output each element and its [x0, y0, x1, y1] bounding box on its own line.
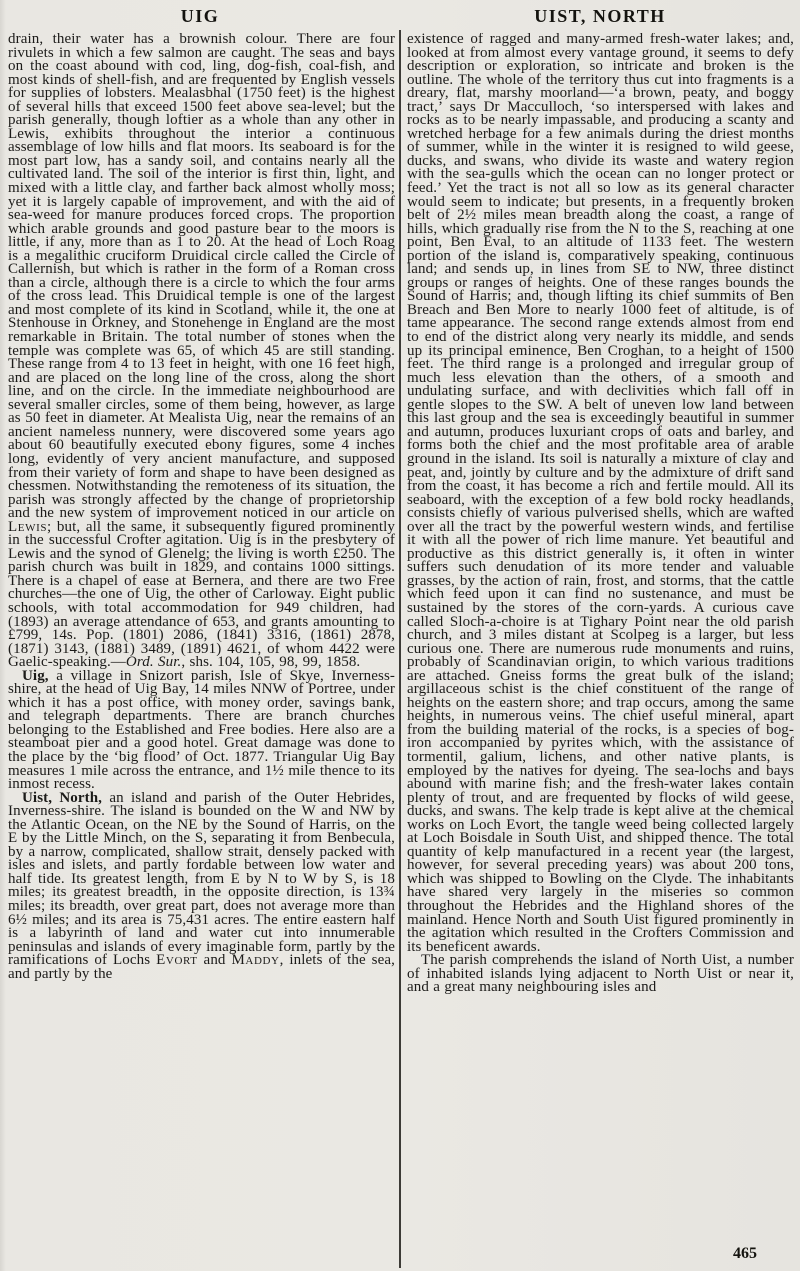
left-column: [8, 33, 395, 1269]
paragraph-uist-north-entry: Uist, North, an island and parish of the Outer Hebrides, Inverness-shire. The island is bounded on the W and NW by the Atlantic Ocean, on the NE by the Sound of Harris, on the E by the Little Minch, on the S, separating it from Benbecula, by a narrow, complicated, shallow strait, densely packed with isles and islets, and partly fordable between low water and half tide. Its greatest length, from E by N to W by S, is 18 miles; its greatest breadth, in the opposite direction, is 13¾ miles; its breadth, over great part, does not average more than 6½ miles; and its area is 75,431 acres. The entire eastern half is a labyrinth of land and water cut into innumerable peninsulas and islands of every imaginable form, partly by the ramifications of Lochs Evort and Maddy, inlets of the sea, and partly by the: [8, 789, 395, 982]
paragraph-parish-comprehends: The parish comprehends the island of North Uist, a number of inhabited islands lying adjacent to North Uist or near it, and a great many neighbouring isles and: [407, 952, 794, 996]
column-divider-rule: [399, 30, 401, 1268]
page-number: 465: [733, 1245, 757, 1262]
running-head-left: UIG: [180, 6, 220, 26]
paragraph-uist-north-continued: existence of ragged and many-armed fresh-water lakes; and, looked at from almost every vantage ground, it seems to defy description or exploration, so intricate and broken is the outline. The whole of the territory thus cut into fragments is a dreary, flat, marshy moorland—‘a brown, peaty, and boggy tract,’ says Dr Macculloch, ‘so interspersed with lakes and rocks as to be nearly impassable, and producing a scanty and wretched herbage for a few animals during the driest months of summer, while in the winter it is resigned to wild geese, ducks, and swans, who divide its waste and watery region with the sea-gulls which the ocean can no longer protect or feed.’ Yet the tract is not all so low as its general character would seem to indicate; but presents, in a frequently broken belt of 2½ miles mean breadth along the coast, a range of hills, which gradually rise from the N to the S, reaching at one point, Ben Eval, to an altitude of 1133 feet. The western portion of the island is, comparatively speaking, continuous land; and sends up, in lines from SE to NW, three distinct groups or ranges of heights. One of these ranges bounds the Sound of Harris; and, though lifting its chief summits of Ben Breach and Ben More to nearly 1000 feet of altitude, is of tame appearance. The second range extends almost from end to end of the district along very nearly its middle, and sends up its principal eminence, Ben Croghan, to a height of 1500 feet. The third range is a prolonged and irregular group of much less elevation than the others, of a smooth and undulating surface, and with declivities which fall off in gentle slopes to the SW. A belt of uneven low land between this last group and the sea is exceedingly beautiful in summer and autumn, produces luxuriant crops of oats and barley, and forms both the chief and the most profitable area of arable ground in the island. Its soil is naturally a mixture of clay and peat, and, jointly by culture and by the admixture of drift sand from the coast, it has become a rich and fertile mould. All its seaboard, with the exception of a few bold rocky headlands, consists chiefly of various pulverised shells, which are wafted over all the tract by the powerful western winds, and fertilise it with all the power of rich lime manure. Yet beautiful and productive as this district generally is, it often in winter suffers such denudation of its more tender and valuable grasses, by the action of rain, frost, and storms, that the cattle which feed upon it can find no sustenance, and must be sustained by the stores of the corn-yards. A curious cave called Sloch-a-choire is at Tighary Point near the old parish church, and 3 miles distant at Scolpeg is a larger, but less curious one. There are numerous rude monuments and ruins, probably of Scandinavian origin, to which various traditions are attached. Gneiss forms the great bulk of the island; argillaceous schist is the chief constituent of the range of heights on the eastern shore; and trap occurs, among the same heights, in numerous veins. The chief useful mineral, apart from the building material of the rocks, is a species of bog-iron accompanied by pyrites which, with the assistance of tormentil, galium, lichens, and other native plants, is employed by the natives for dyeing. The sea-lochs and bays abound with marine fish; and the fresh-water lakes contain plenty of trout, and are frequented by flocks of wild geese, ducks, and swans. The kelp trade is kept alive at the chemical works on Loch Evort, the tangle weed being collected largely at Loch Boisdale in South Uist, and shipped thence. The total quantity of kelp manufactured in a recent year (the largest, however, for several preceding years) was about 200 tons, which was shipped to Bowling on the Clyde. The inhabitants have shared very largely in the miseries so common throughout the Hebrides and the Highland shores of the mainland. Hence North and South Uist figured prominently in the agitation which resulted in the Crofters Commission and its beneficent awards.: [407, 33, 794, 955]
right-column: [407, 33, 794, 1269]
running-head-right: UIST, NORTH: [534, 6, 666, 26]
running-heads: [0, 0, 800, 30]
paragraph-uig-village: Uig, a village in Snizort parish, Isle of Skye, Inverness-shire, at the head of Uig Bay, 14 miles NNW of Portree, under which it has a post office, with money order, savings bank, and telegraph departments. There are branch churches belonging to the Established and Free bodies. Here also are a steamboat pier and a good hotel. Great damage was done to the place by the ‘big flood’ of Oct. 1877. Triangular Uig Bay measures 1 mile across the entrance, and 1½ mile thence to its inmost recess.: [8, 667, 395, 793]
paragraph-uig-parish-continued: drain, their water has a brownish colour. There are four rivulets in which a few salmon are caught. The seas and bays on the coast abound with cod, ling, dog-fish, coal-fish, and most kinds of shell-fish, and are frequented by English vessels for supplies of lobsters. Mealasbhal (1750 feet) is the highest of several hills that exceed 1500 feet above sea-level; but the parish generally, though loftier as a whole than any other in Lewis, exhibits throughout the interior a continuous assemblage of low hills and flat moors. Its seaboard is for the most part low, has a sandy soil, and contains nearly all the cultivated land. The soil of the interior is first thin, light, and mixed with a little clay, and farther back almost wholly moss; yet it is largely capable of improvement, and with the aid of sea-weed for manure produces forced crops. The proportion which arable grounds and good pasture bear to the moors is little, if any, more than as 1 to 20. At the head of Loch Roag is a megalithic cruciform Druidical circle called the Circle of Callernish, but which is rather in the form of a Roman cross than a circle, although there is a circle to which the four arms of the cross lead. This Druidical temple is one of the largest and most complete of its kind in Scotland, while it, the one at Stenhouse in Orkney, and Stonehenge in England are the most remarkable in Britain. The total number of stones when the temple was complete was 65, of which 45 are still standing. These range from 4 to 13 feet in height, with one 16 feet high, and are placed on the long line of the cross, along the short line, and on the circle. In the immediate neighbourhood are several smaller circles, some of them being, however, as large as 50 feet in diameter. At Mealista Uig, near the remains of an ancient nameless nunnery, were discovered some years ago about 60 beautifully executed ebony figures, some 4 inches long, evidently of very ancient manufacture, and supposed from their variety of form and shape to have been designed as chessmen. Notwithstanding the remoteness of its situation, the parish was strongly affected by the change of proprietorship and the new system of improvement noticed in our article on Lewis; but, all the same, it subsequently figured prominently in the successful Crofter agitation. Uig is in the presbytery of Lewis and the synod of Glenelg; the living is worth £250. The parish church was built in 1829, and contains 1000 sittings. There is a chapel of ease at Bernera, and there are two Free churches—the one of Uig, the other of Carloway. Eight public schools, with total accommodation for 949 children, had (1893) an average attendance of 653, and grants amounting to £799, 14s. Pop. (1801) 2086, (1841) 3316, (1861) 2878, (1871) 3143, (1881) 3489, (1891) 4621, of whom 4422 were Gaelic-speaking.—Ord. Sur., shs. 104, 105, 98, 99, 1858.: [8, 33, 395, 671]
